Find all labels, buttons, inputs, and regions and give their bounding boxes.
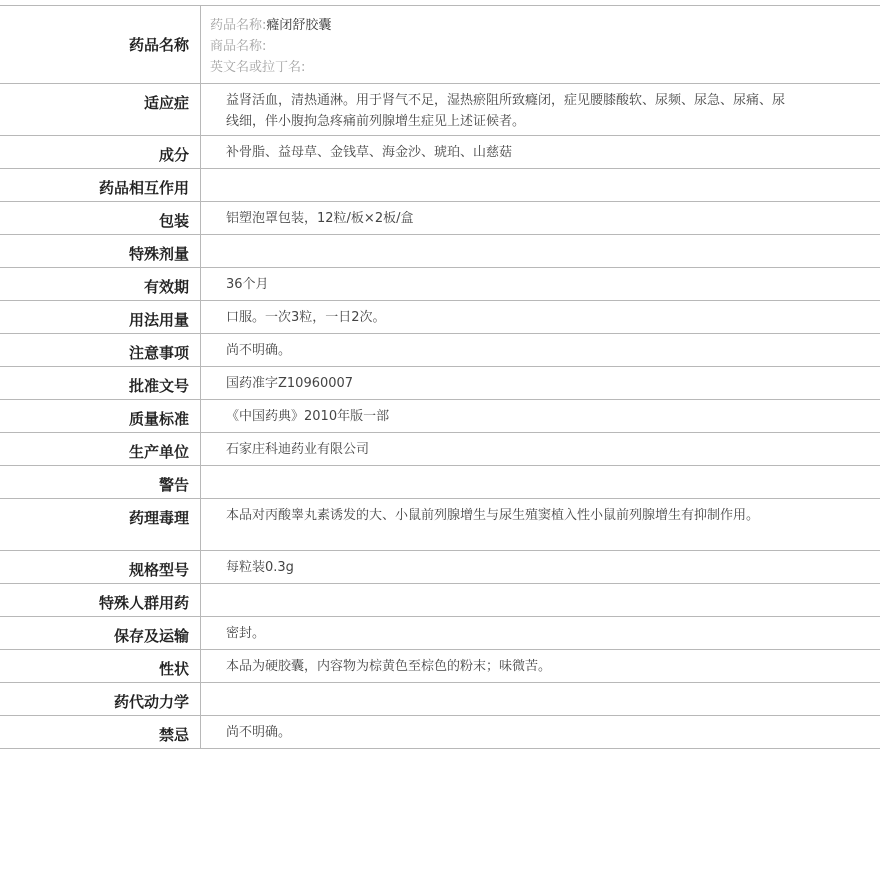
- trade-name-line: [210, 36, 880, 57]
- field-label: 有效期: [143, 278, 189, 296]
- field-value: 本品为硬胶囊，内容物为棕黄色至棕色的粉末；味微苦。: [226, 659, 552, 674]
- field-label: 警告: [158, 476, 189, 494]
- field-label: 质量标准: [128, 410, 189, 428]
- field-label: 批准文号: [128, 377, 189, 395]
- field-label: 规格型号: [128, 561, 189, 579]
- field-label: 特殊人群用药: [98, 594, 189, 612]
- field-value: 36个月: [226, 277, 269, 292]
- english-name-line: [210, 57, 880, 78]
- field-value: 尚不明确。: [226, 725, 292, 740]
- field-label: 成分: [158, 146, 189, 164]
- field-value: 益肾活血，清热通淋。用于肾气不足，湿热瘀阻所致癃闭，症见腰膝酸软、尿频、尿急、尿痛、尿线细，伴小腹拘急疼痛前列腺增生症见上述证候者。: [226, 93, 786, 129]
- table-row-quality-standard: [0, 400, 880, 433]
- table-row-special-populations: [0, 584, 880, 617]
- table-row-shelf-life: [0, 268, 880, 301]
- field-label: 生产单位: [128, 443, 189, 461]
- field-value: 本品对丙酸睾丸素诱发的大、小鼠前列腺增生与尿生殖窦植入性小鼠前列腺增生有抑制作用。: [226, 508, 760, 523]
- field-value: 《中国药典》2010年版一部: [226, 409, 390, 424]
- table-row-special-dosage: [0, 235, 880, 268]
- field-value: 密封。: [226, 626, 266, 641]
- field-value: 石家庄科迪药业有限公司: [226, 442, 370, 457]
- field-value: 国药准字Z10960007: [226, 376, 354, 391]
- field-value: 每粒装0.3g: [226, 560, 294, 575]
- field-value: [201, 683, 815, 689]
- generic-name-value: 癃闭舒胶囊: [266, 18, 332, 33]
- table-row-packaging: [0, 202, 880, 235]
- field-value: 铝塑泡罩包装，12粒/板×2板/盒: [226, 211, 414, 226]
- table-row-manufacturer: [0, 433, 880, 466]
- drug-spec-table: [0, 5, 880, 749]
- table-row-interactions: [0, 169, 880, 202]
- field-label: 用法用量: [128, 311, 189, 329]
- drug-spec-sheet: [0, 5, 880, 749]
- field-label: 禁忌: [158, 726, 189, 744]
- table-row-specification: [0, 551, 880, 584]
- field-label: 保存及运输: [113, 627, 189, 645]
- field-label: 性状: [158, 660, 189, 678]
- table-row-drug-name: [0, 6, 880, 84]
- field-value: 口服。一次3粒，一日2次。: [226, 310, 386, 325]
- generic-name-line: [210, 15, 880, 36]
- field-label: 特殊剂量: [128, 245, 189, 263]
- table-row-warning: [0, 466, 880, 499]
- table-row-description: [0, 650, 880, 683]
- field-label: 药理毒理: [128, 509, 189, 527]
- table-row-contraindications: [0, 716, 880, 749]
- table-row-ingredients: [0, 136, 880, 169]
- table-row-indications: [0, 84, 880, 136]
- field-label: 药品名称: [128, 36, 189, 54]
- field-value: [201, 235, 815, 241]
- field-value: [201, 584, 815, 590]
- table-row-storage-transport: [0, 617, 880, 650]
- table-row-pharmacokinetics: [0, 683, 880, 716]
- field-value: [201, 169, 815, 175]
- field-value: 补骨脂、益母草、金钱草、海金沙、琥珀、山慈菇: [226, 145, 513, 160]
- table-row-approval-number: [0, 367, 880, 400]
- field-label: 药代动力学: [113, 693, 189, 711]
- field-label: 药品相互作用: [98, 179, 189, 197]
- table-row-precautions: [0, 334, 880, 367]
- field-label: 包装: [158, 212, 189, 230]
- field-label: 注意事项: [128, 344, 189, 362]
- generic-name-label: 药品名称:: [210, 18, 267, 33]
- trade-name-label: 商品名称:: [210, 39, 267, 54]
- table-row-usage-dosage: [0, 301, 880, 334]
- field-label: 适应症: [143, 94, 189, 112]
- field-value: [201, 466, 815, 472]
- table-row-pharmacology-toxicology: [0, 499, 880, 551]
- english-name-label: 英文名或拉丁名:: [210, 60, 306, 75]
- field-value: 尚不明确。: [226, 343, 292, 358]
- drug-names: [201, 6, 880, 78]
